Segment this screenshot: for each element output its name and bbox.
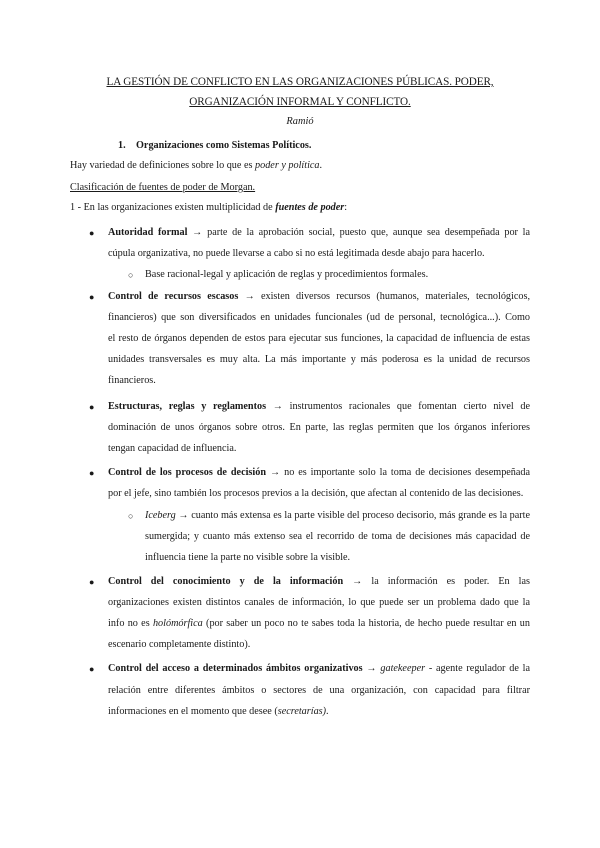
item-5-line-4: escenario completamente distinto). bbox=[108, 639, 251, 650]
item-3-line-1: Estructuras, reglas y reglamentos → instrumentos racionales que fomentan cierto nivel de bbox=[108, 401, 531, 412]
item-6-line-1: Control del acceso a determinados ámbitos organizativos → gatekeeper - agente regulador de la bbox=[108, 663, 530, 674]
bullet-icon: ● bbox=[89, 402, 95, 412]
document-title-line-1: LA GESTIÓN DE CONFLICTO EN LAS ORGANIZACIONES PÚBLICAS. PODER, bbox=[106, 76, 494, 88]
item-1-line-2: cúpula organizativa, no puede llevarse a cabo si no está legitimada desde abajo para hacerlo. bbox=[108, 248, 485, 259]
intro-paragraph: Hay variedad de definiciones sobre lo que es poder y política. bbox=[70, 160, 323, 171]
bullet-icon: ● bbox=[89, 228, 95, 238]
item-4-line-1: Control de los procesos de decisión → no es importante solo la toma de decisiones desempeñada bbox=[108, 467, 531, 478]
section-number: 1. bbox=[118, 140, 126, 151]
bullet-icon: ● bbox=[89, 664, 95, 674]
item-5-line-1: Control del conocimiento y de la información → la información es poder. En las bbox=[108, 576, 530, 587]
item-4-sub-line-2: sumergida; y cuanto más extenso sea el recorrido de toma de decisiones más capacidad de bbox=[145, 531, 530, 542]
point-1: 1 - En las organizaciones existen multiplicidad de fuentes de poder: bbox=[70, 202, 348, 213]
item-4-sub-line-3: influencia tiene la parte no visible sobre la visible. bbox=[145, 552, 351, 563]
item-6-line-2: relación entre diferentes ámbitos o sectores de una organización, con capacidad para filtrar bbox=[108, 685, 530, 696]
bullet-icon: ● bbox=[89, 468, 95, 478]
sub-bullet-icon: ○ bbox=[128, 270, 134, 280]
item-2-line-3: el resto de órganos dependen de estos para ejecutar sus funciones, la capacidad de influencia de estas bbox=[108, 333, 530, 344]
bullet-icon: ● bbox=[89, 292, 95, 302]
item-3-line-2: dominación de unos órganos sobre otros. En parte, las reglas permiten que los órganos inferiores bbox=[108, 422, 530, 433]
author: Ramió bbox=[286, 116, 314, 127]
section-title: Organizaciones como Sistemas Políticos. bbox=[136, 140, 312, 151]
item-3-line-3: tengan capacidad de influencia. bbox=[108, 443, 237, 454]
item-1-line-1: Autoridad formal → parte de la aprobación social, puesto que, aunque sea desempeñada por la bbox=[108, 227, 531, 238]
bullet-icon: ● bbox=[89, 577, 95, 587]
item-4-sub-line-1: Iceberg → cuanto más extensa es la parte visible del proceso decisorio, más grande es la parte bbox=[145, 510, 530, 521]
item-4-line-2: por el jefe, sino también los procesos previos a la decisión, que afectan al contenido de las decisiones. bbox=[108, 488, 524, 499]
item-2-line-1: Control de recursos escasos → existen diversos recursos (humanos, materiales, tecnológicos, bbox=[108, 291, 530, 302]
sub-bullet-icon: ○ bbox=[128, 511, 134, 521]
classification-heading: Clasificación de fuentes de poder de Morgan. bbox=[70, 182, 256, 193]
item-5-line-3: info no es holómórfica (por saber un poco no te sabes toda la historia, de hecho puede resultar en un bbox=[108, 618, 530, 629]
item-2-line-2: financieros) que son diversificados en unidades funcionales (ud de personal, tecnológica...). Como bbox=[108, 312, 530, 323]
item-6-line-3: informaciones en el momento que desee (secretarías). bbox=[108, 706, 329, 717]
item-1-sub-1: Base racional-legal y aplicación de reglas y procedimientos formales. bbox=[145, 269, 429, 280]
item-2-line-4: unidades transversales es muy alta. La más importante y más poderosa es la unidad de recursos bbox=[108, 354, 530, 365]
document-title-line-2: ORGANIZACIÓN INFORMAL Y CONFLICTO. bbox=[189, 96, 411, 108]
item-5-line-2: organizaciones existen distintos canales de información, lo que puede ser un problema dado que la bbox=[108, 597, 530, 608]
item-2-line-5: financieros. bbox=[108, 375, 156, 386]
